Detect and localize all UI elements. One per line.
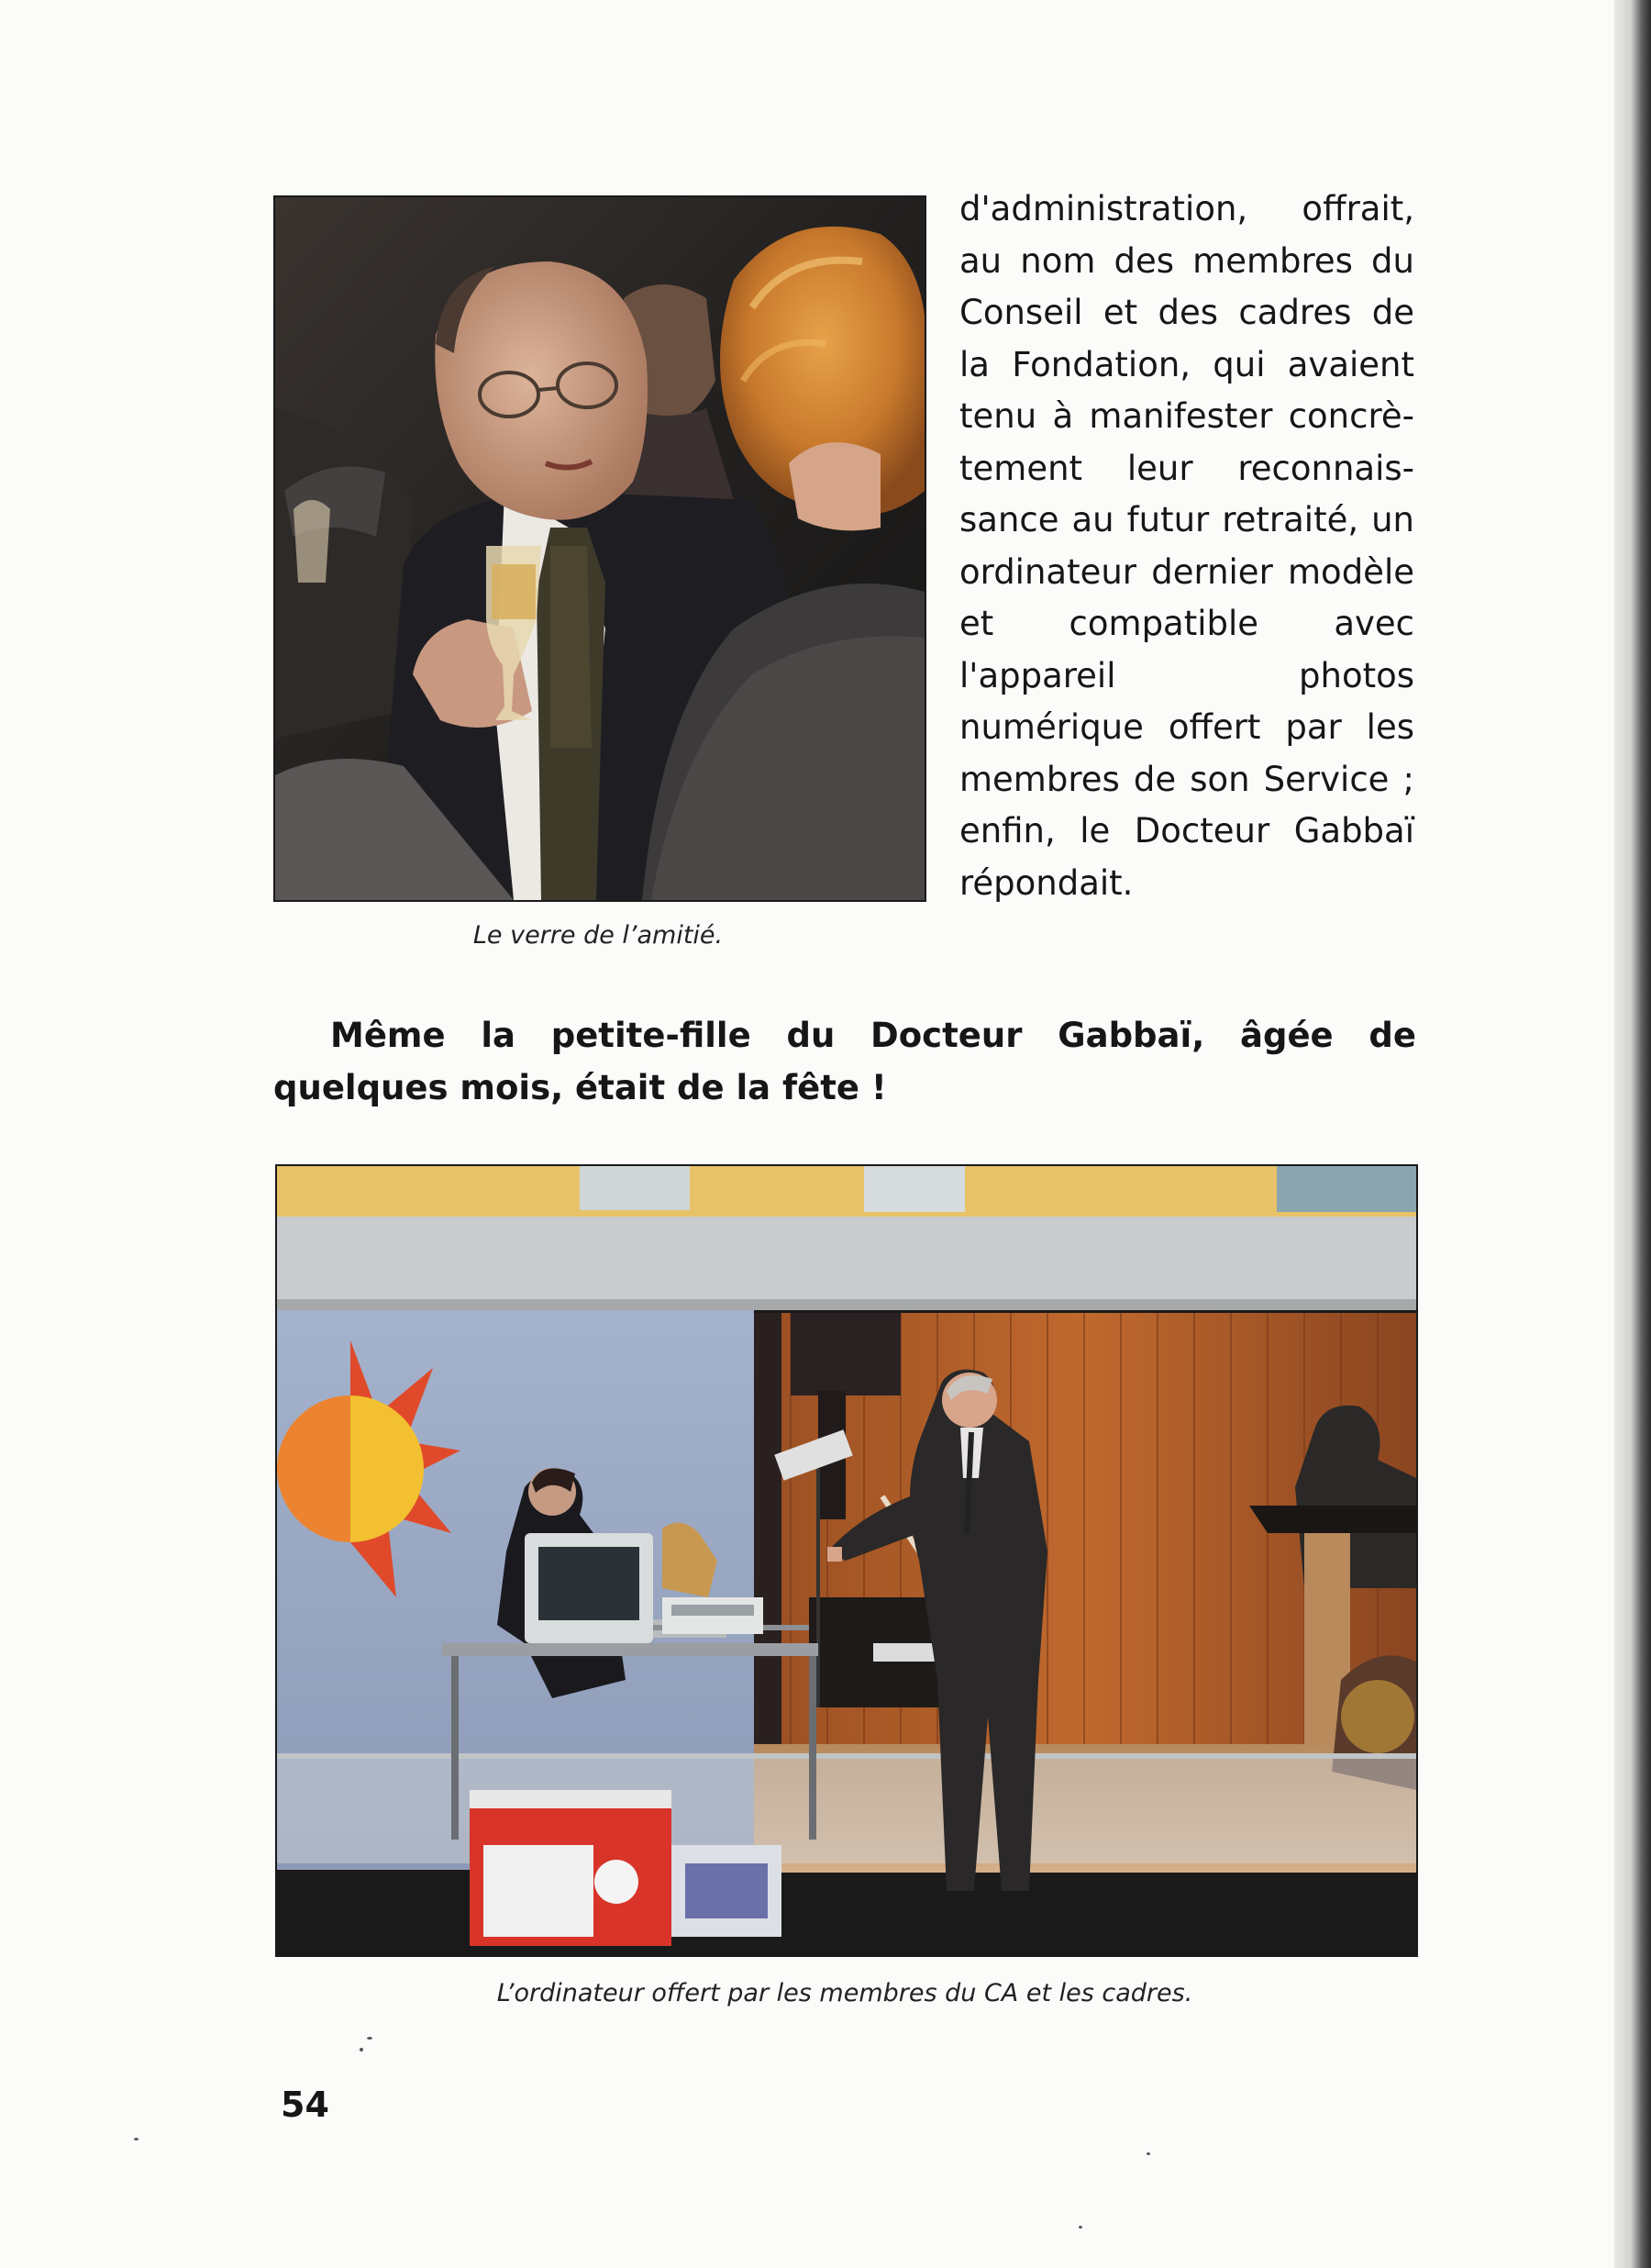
photo-toast-caption: Le verre de l’amitié. xyxy=(472,921,724,950)
page-edge xyxy=(1614,0,1651,2268)
photo-computer-gift-caption: L’ordinateur offert par les membres du CA et les cadres. xyxy=(496,1979,1193,2007)
dust-speck xyxy=(1147,2152,1150,2155)
body-paragraph: Même la petite-fille du Docteur Gabbaï, âgée de quelques mois, était de la fête ! xyxy=(273,1016,1416,1107)
dust-speck xyxy=(367,2037,372,2040)
photo-computer-gift xyxy=(275,1164,1418,1957)
dust-speck xyxy=(1079,2226,1082,2229)
column-text: d'administration, offrait, au nom des membres du Conseil et des cadres de la Fondation, qui avaient tenu à manifester concrè-tement leur reconnais-sance au futur retraité, un ordinateur dernier modèle et compatible avec l'appareil photos numérique offert par les membres de son Service ; enfin, le Docteur Gabbaï répondait. xyxy=(959,189,1414,903)
page-number: 54 xyxy=(281,2085,329,2125)
photo-toast xyxy=(273,195,926,902)
dust-speck xyxy=(134,2138,139,2140)
dust-speck xyxy=(360,2048,363,2051)
